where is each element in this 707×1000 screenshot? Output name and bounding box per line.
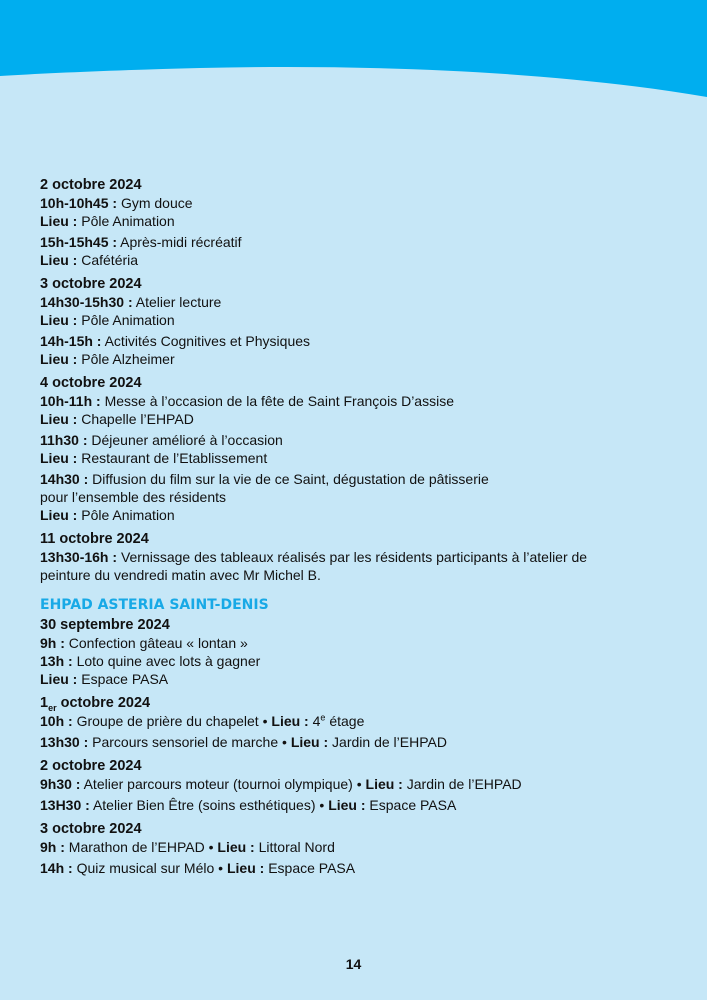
location-line: Lieu : Cafétéria <box>40 252 139 268</box>
location-line: Lieu : Chapelle l’EHPAD <box>40 411 194 427</box>
date-heading: $1_{er}$ octobre 2024 <box>40 695 151 713</box>
location-line: Lieu : Pôle Alzheimer <box>40 351 175 367</box>
event-line: 13h30 : Parcours sensoriel de marche • Lieu : Jardin de l’EHPAD <box>40 734 447 750</box>
event-line: 10h : Groupe de prière du chapelet • Lieu : 4e étage <box>40 712 365 729</box>
event-line: 13H30 : Atelier Bien Être (soins esthétiques) • Lieu : Espace PASA <box>40 797 457 813</box>
date-heading: 2 octobre 2024 <box>40 758 142 774</box>
date-heading: 11 octobre 2024 <box>40 531 149 547</box>
location-line: Lieu : Pôle Animation <box>40 312 175 328</box>
event-line: 9h30 : Atelier parcours moteur (tournoi olympique) • Lieu : Jardin de l’EHPAD <box>40 776 522 792</box>
schedule-content <box>40 176 680 877</box>
location-line: Lieu : Restaurant de l’Etablissement <box>40 450 268 466</box>
location-line: Lieu : Pôle Animation <box>40 213 175 229</box>
location-line: Lieu : Espace PASA <box>40 671 169 687</box>
event-line: 10h-11h : Messe à l’occasion de la fête de Saint François D’assise <box>40 393 454 409</box>
page-number: 14 <box>345 956 362 972</box>
event-line-continued: pour l’ensemble des résidents <box>40 489 226 505</box>
event-line: 10h-10h45 : Gym douce <box>40 195 193 211</box>
location-line: Lieu : Pôle Animation <box>40 507 175 523</box>
event-line: 13h : Loto quine avec lots à gagner <box>40 653 261 669</box>
event-line: 9h : Confection gâteau « lontan » <box>40 635 248 651</box>
date-heading: 4 octobre 2024 <box>40 375 142 391</box>
event-line: 11h30 : Déjeuner amélioré à l’occasion <box>40 432 283 448</box>
event-line: 9h : Marathon de l’EHPAD • Lieu : Littoral Nord <box>40 839 335 855</box>
date-heading: 30 septembre 2024 <box>40 617 170 633</box>
date-heading: 2 octobre 2024 <box>40 177 142 193</box>
event-line: 13h30-16h : Vernissage des tableaux réalisés par les résidents participants à l’atelier de <box>40 549 588 565</box>
event-line: 14h30-15h30 : Atelier lecture <box>40 294 222 310</box>
event-line: 14h30 : Diffusion du film sur la vie de ce Saint, dégustation de pâtisserie <box>40 471 489 487</box>
date-heading: 3 octobre 2024 <box>40 821 142 837</box>
event-line: 14h-15h : Activités Cognitives et Physiques <box>40 333 311 349</box>
section-title: EHPAD ASTERIA SAINT-DENIS <box>40 597 269 613</box>
event-line-continued: peinture du vendredi matin avec Mr Michel B. <box>40 567 321 583</box>
date-heading: 3 octobre 2024 <box>40 276 142 292</box>
event-line: 15h-15h45 : Après-midi récréatif <box>40 234 242 250</box>
event-line: 14h : Quiz musical sur Mélo • Lieu : Espace PASA <box>40 860 356 876</box>
header-wave <box>0 0 707 110</box>
